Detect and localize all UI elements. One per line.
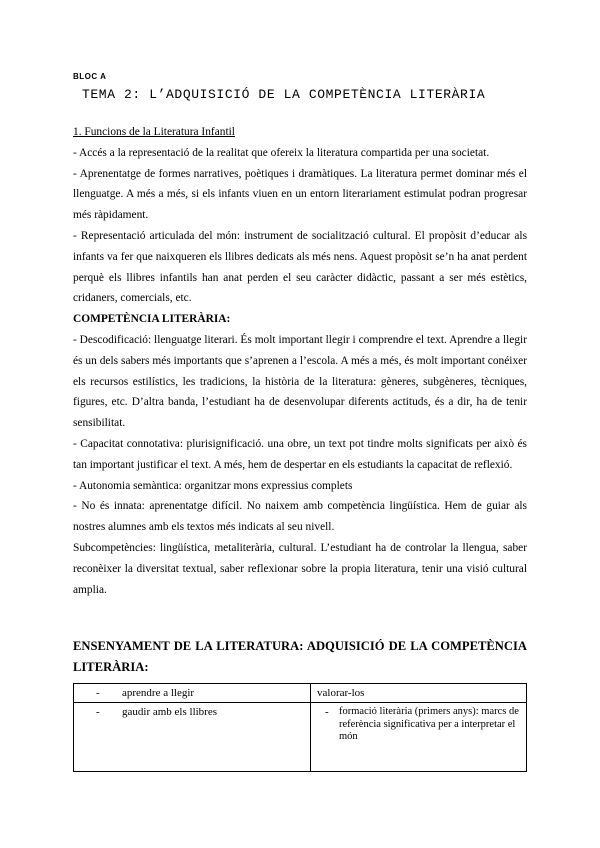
- paragraph: Subcompetències: lingüística, metaliterària, cultural. L’estudiant ha de controlar la llengua, saber reconèixer la diversitat textual, saber reflexionar sobre la propia literatura, tenir una visió cultural amplia.: [73, 541, 527, 596]
- content-table: [73, 683, 527, 772]
- table-cell: [74, 703, 311, 772]
- page-title: TEMA 2: L’ADQUISICIÓ DE LA COMPETÈNCIA LITERÀRIA: [82, 87, 486, 102]
- paragraph: - Aprenentatge de formes narratives, poètiques i dramàtiques. La literatura permet dominar més el llenguatge. A més a més, si els infants viuen en un entorn literariament estimulat podran progresar més ràpidament.: [73, 167, 527, 222]
- section-heading-ensenyament: ENSENYAMENT DE LA LITERATURA: ADQUISICIÓ DE LA COMPETÈNCIA LITERÀRIA:: [73, 639, 527, 674]
- bloc-label: BLOC A: [73, 72, 107, 81]
- list-dash: -: [96, 706, 100, 718]
- cell-text: gaudir amb els llibres: [122, 706, 218, 718]
- table-row: [74, 684, 527, 703]
- table-row: [74, 703, 527, 772]
- table-cell: [311, 703, 527, 772]
- list-dash: -: [96, 687, 100, 699]
- cell-text: formació literària (primers anys): marcs de referència significativa per a interpretar el món: [339, 706, 519, 742]
- table-cell: [74, 684, 311, 703]
- paragraph: - Capacitat connotativa: plurisignificació. una obre, un text pot tindre molts significats per això és tan important justificar el text. A més, hem de despertar en els estudiants la capacitat de reflexió.: [73, 437, 527, 471]
- document-body: [73, 122, 527, 600]
- paragraph: - Autonomia semàntica: organitzar mons expressius complets: [73, 479, 353, 492]
- section-heading-funcions: 1. Funcions de la Literatura Infantil: [73, 126, 235, 138]
- cell-text: valorar-los: [317, 687, 365, 699]
- paragraph: - Descodificació: llenguatge literari. És molt important llegir i comprendre el text. Aprendre a llegir és un dels sabers més importants que s’aprenen a l’escola. A més a més, és molt important conéixer els recursos estilístics, les tradicions, la història de la literatura: gèneres, subgèneres, tècniques, figures, etc. D’altra banda, l’estudiant ha de desenvolupar diferents actituds, és a dir, ha de tenir sensibilitat.: [73, 333, 527, 430]
- section-heading-competencia: COMPETÈNCIA LITERÀRIA:: [73, 313, 231, 326]
- paragraph: - Representació articulada del món: instrument de socialització cultural. El propòsit d’educar als infants va fer que naixqueren els llibres dedicats als més nens. Aquest propòsit se’n ha anat perdent perquè els llibres infantils han anat perden el seu caràcter didàctic, passant a ser més estètics, cridaners, comercials, etc.: [73, 229, 527, 305]
- table-cell: [311, 684, 527, 703]
- list-dash: -: [325, 706, 329, 718]
- paragraph: - No és innata: aprenentatge difícil. No naixem amb competència lingüística. Hem de guiar als nostres alumnes amb els textos més indicats al seu nivell.: [73, 500, 527, 534]
- cell-text: aprendre a llegir: [122, 687, 195, 699]
- paragraph: - Accés a la representació de la realitat que ofereix la literatura compartida per una societat.: [73, 146, 490, 159]
